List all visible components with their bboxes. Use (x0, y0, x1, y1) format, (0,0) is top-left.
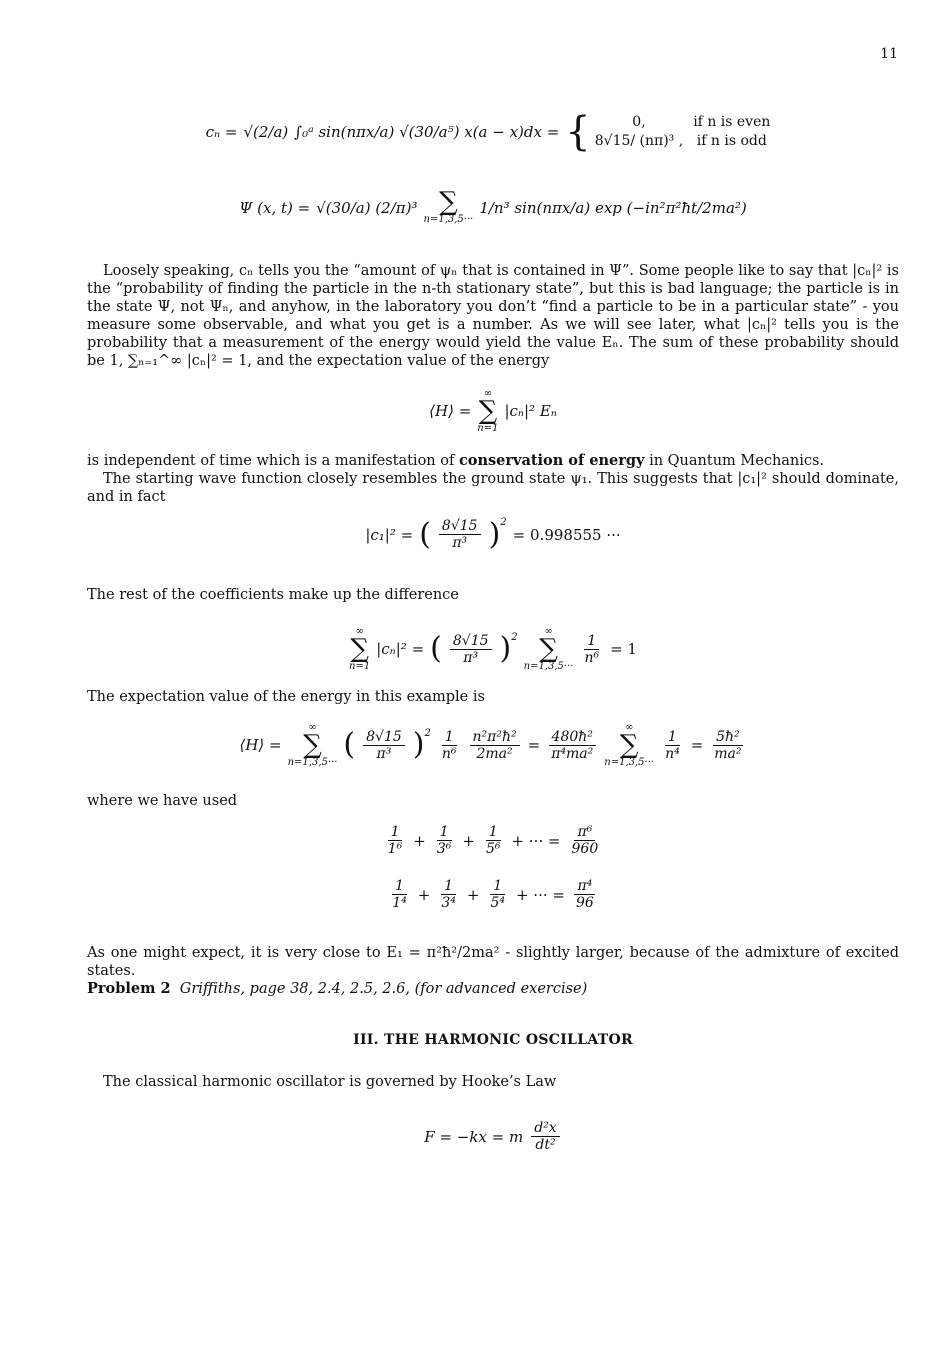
frac-num: 480ħ² (549, 729, 596, 746)
series6-term3 (483, 824, 504, 857)
eq-hex-frac3 (548, 729, 596, 762)
series6-term2 (434, 824, 455, 857)
eq-hex-frac1 (439, 729, 460, 762)
problem-2 (87, 980, 899, 998)
equation-cn (87, 109, 899, 155)
case1-value: 0, (632, 114, 646, 130)
para2-bold: conservation of energy (458, 452, 645, 469)
eq-rest-sum1: ∞ ∑ n=1 (349, 626, 371, 672)
eq-cn-integral: ∫₀ᵃ sin(nπx/a) √(30/a⁵) x(a − x)dx = (294, 123, 560, 141)
eq-hex-sum2: ∞ ∑ n=1,3,5··· (604, 722, 655, 768)
eq-cn-cases: { 0, if n is even 8√15/ (nπ)³ , if n is odd (565, 112, 780, 152)
eq-c1-rhs: = 0.998555 ··· (512, 525, 621, 544)
problem-text: Griffiths, page 38, 2.4, 2.5, 2.6, (for advanced exercise) (179, 981, 588, 997)
frac-den: 5⁴ (490, 895, 505, 911)
equation-H-example: ⟨H⟩ = ∞ ∑ n=1,3,5··· ( $\frac{8√15}{\text{π³}}$ ) 2 $\frac{1}{\text{n⁶}}$ $\frac{\text{n²π²ħ²}}{\text{2ma²}}$ = $\frac{\text{480ħ²}}{\text{π⁴ma²}}$ ∞ ∑ n=1,3,5··· $\frac{1}{\text{n⁴}}$ = $\frac{\text{5ħ²}}{\text{ma²}}$ (87, 722, 899, 768)
eq-hex-frac-coef (363, 729, 405, 762)
case2-value: 8√15/ (nπ)³ , (594, 133, 684, 149)
sum-upper: ∞ (355, 626, 364, 637)
eq-rest-frac1 (450, 633, 492, 666)
eq-cn-sqrt: √(2/a) (243, 123, 289, 141)
frac-num: 1 (442, 729, 457, 746)
case1-condition: if n is even (693, 114, 771, 130)
eq-rest-term1: |cₙ|² = (376, 640, 425, 658)
frac-den: π³ (452, 535, 468, 551)
frac-num: 8√15 (439, 518, 481, 535)
eq-rest-sum2: ∞ ∑ n=1,3,5··· (523, 626, 574, 672)
eq-rest-frac2 (581, 633, 602, 666)
equation-psi (87, 187, 899, 225)
frac-num: d²x (531, 1120, 559, 1137)
eq-psi-lhs: Ψ (x, t) = (239, 198, 311, 217)
paragraph-conservation (87, 452, 899, 470)
frac-num: 1 (665, 729, 680, 746)
frac-num: 8√15 (363, 729, 405, 746)
frac-num: 1 (490, 878, 505, 895)
paragraph-rest-coefficients: The rest of the coefficients make up the difference (87, 587, 459, 603)
frac-den: π³ (376, 745, 392, 762)
frac-num: π⁶ (574, 824, 595, 841)
series4-term2 (438, 878, 459, 911)
eq-hex-frac2 (470, 729, 520, 762)
frac-den: 5⁶ (485, 841, 501, 857)
frac-num: n²π²ħ² (470, 729, 520, 746)
eq-psi-sum: ∑ n=1,3,5··· (423, 187, 474, 225)
equation-hooke (87, 1120, 899, 1153)
paragraph-expectation-example: The expectation value of the energy in this example is (87, 689, 485, 705)
eq-H-sum: ∞ ∑ n=1 (477, 388, 499, 434)
sum-lower: n=1,3,5··· (604, 757, 655, 768)
eq-rest-rhs: = 1 (610, 640, 637, 658)
equation-c1: |c₁|² = ( $\frac{8√15}{\text{π³}}$ ) 2 = 0.998555 ··· (365, 516, 621, 552)
sum-upper: ∞ (308, 722, 317, 733)
series4-result (573, 878, 597, 911)
equation-rest: ∞ ∑ n=1 |cₙ|² = ( $\frac{8√15}{\text{π³}}$ ) 2 ∞ ∑ n=1,3,5··· $\frac{1}{\text{n⁶}}$ = 1 (349, 626, 637, 672)
paragraph-ground-state: The starting wave function closely resembles the ground state ψ₁. This suggests that |c₁|² should dominate, and in fact (87, 471, 899, 505)
paragraph-coefficient-meaning: Loosely speaking, cₙ tells you the “amount of ψₙ that is contained in Ψ”. Some people like to say that |cₙ|² is the “probability of finding the particle in the n-th stationary state”, but this is bad language; the particle is in the state Ψ, not Ψₙ, and anyhow, in the laboratory you don’t “find a particle to be in a particular state” - you measure some observable, and what you get is a number. As we will see later, what |cₙ|² tells you is the probability that a measurement of the energy would yield the value Eₙ. The sum of these probability should be 1, ∑ₙ₌₁^∞ |cₙ|² = 1, and the expectation value of the energy (87, 263, 899, 369)
eq-hex-sum1: ∞ ∑ n=1,3,5··· (287, 722, 338, 768)
frac-den: 1⁶ (387, 841, 403, 857)
frac-den: n⁶ (584, 649, 600, 666)
frac-den: 3⁶ (436, 841, 452, 857)
series4-term3 (487, 878, 508, 911)
eq-H-lhs: ⟨H⟩ = (429, 402, 472, 420)
frac-den: π³ (463, 649, 479, 666)
eq-hooke-frac (531, 1120, 559, 1153)
eq-psi-term: 1/n³ sin(nπx/a) exp (−in²π²ħt/2ma²) (479, 198, 747, 217)
frac-den: ma² (714, 745, 742, 762)
frac-num: π⁴ (574, 878, 595, 895)
frac-num: 1 (584, 633, 599, 650)
eq-hex-lhs: ⟨H⟩ = (239, 736, 282, 754)
paragraph-hooke: The classical harmonic oscillator is governed by Hooke’s Law (103, 1074, 557, 1090)
para2-post: in Quantum Mechanics. (649, 453, 825, 469)
eq-hex-frac5 (711, 729, 744, 762)
sum-upper: ∞ (624, 722, 634, 733)
eq-c1-lhs: |c₁|² = (365, 525, 414, 544)
frac-den: dt² (535, 1137, 556, 1153)
eq-psi-factor: √(30/a) (2/π)³ (316, 198, 418, 217)
case2-condition: if n is odd (696, 133, 767, 149)
sum-lower: n=1 (477, 423, 499, 434)
sum-lower: n=1,3,5··· (523, 661, 574, 672)
eq-hooke-lhs: F = −kx = m (424, 1127, 524, 1146)
frac-den: 96 (575, 895, 594, 911)
eq-c1-frac (439, 518, 481, 551)
series4-term1 (389, 878, 410, 911)
frac-num: 8√15 (450, 633, 492, 650)
frac-num: 5ħ² (713, 729, 743, 746)
eq-cn-lhs: cₙ = (205, 123, 238, 141)
frac-den: n⁶ (441, 745, 457, 762)
frac-num: 1 (392, 878, 407, 895)
sum-upper: ∞ (544, 626, 553, 637)
frac-den: n⁴ (665, 745, 680, 762)
frac-den: 960 (571, 841, 599, 857)
series6-result (569, 824, 602, 857)
problem-label: Problem 2 (87, 980, 171, 997)
frac-den: 3⁴ (441, 895, 456, 911)
series6-term1 (385, 824, 406, 857)
para2-pre: is independent of time which is a manifestation of (87, 453, 455, 469)
eq-hex-frac4 (662, 729, 683, 762)
equation-expectation-H (87, 388, 899, 434)
frac-num: 1 (437, 824, 452, 841)
paragraph-close-to-E1: As one might expect, it is very close to E₁ = π²ħ²/2ma² - slightly larger, because of the admixture of excited states. (87, 945, 899, 979)
frac-num: 1 (441, 878, 456, 895)
frac-den: 2ma² (476, 745, 513, 762)
frac-den: 1⁴ (392, 895, 407, 911)
frac-num: 1 (486, 824, 501, 841)
paragraph-where-used: where we have used (87, 793, 238, 809)
section-heading: III. THE HARMONIC OSCILLATOR (353, 1032, 633, 1048)
frac-den: π⁴ma² (551, 745, 594, 762)
equation-series-6: $\frac{1}{\text{1⁶}}$ + $\frac{1}{\text{3⁶}}$ + $\frac{1}{\text{5⁶}}$ + ··· = $\frac{\text{π⁶}}{960}$ (87, 822, 899, 857)
sum-upper: ∞ (483, 388, 493, 399)
sum-lower: n=1 (349, 661, 371, 672)
page-number: 11 (880, 46, 898, 62)
eq-psi-sum-limits: n=1,3,5··· (423, 214, 474, 225)
eq-H-term: |cₙ|² Eₙ (504, 402, 557, 420)
frac-num: 1 (388, 824, 403, 841)
equation-series-4: $\frac{1}{\text{1⁴}}$ + $\frac{1}{\text{3⁴}}$ + $\frac{1}{\text{5⁴}}$ + ··· = $\frac{\text{π⁴}}{96}$ (87, 876, 899, 911)
sum-lower: n=1,3,5··· (287, 757, 338, 768)
